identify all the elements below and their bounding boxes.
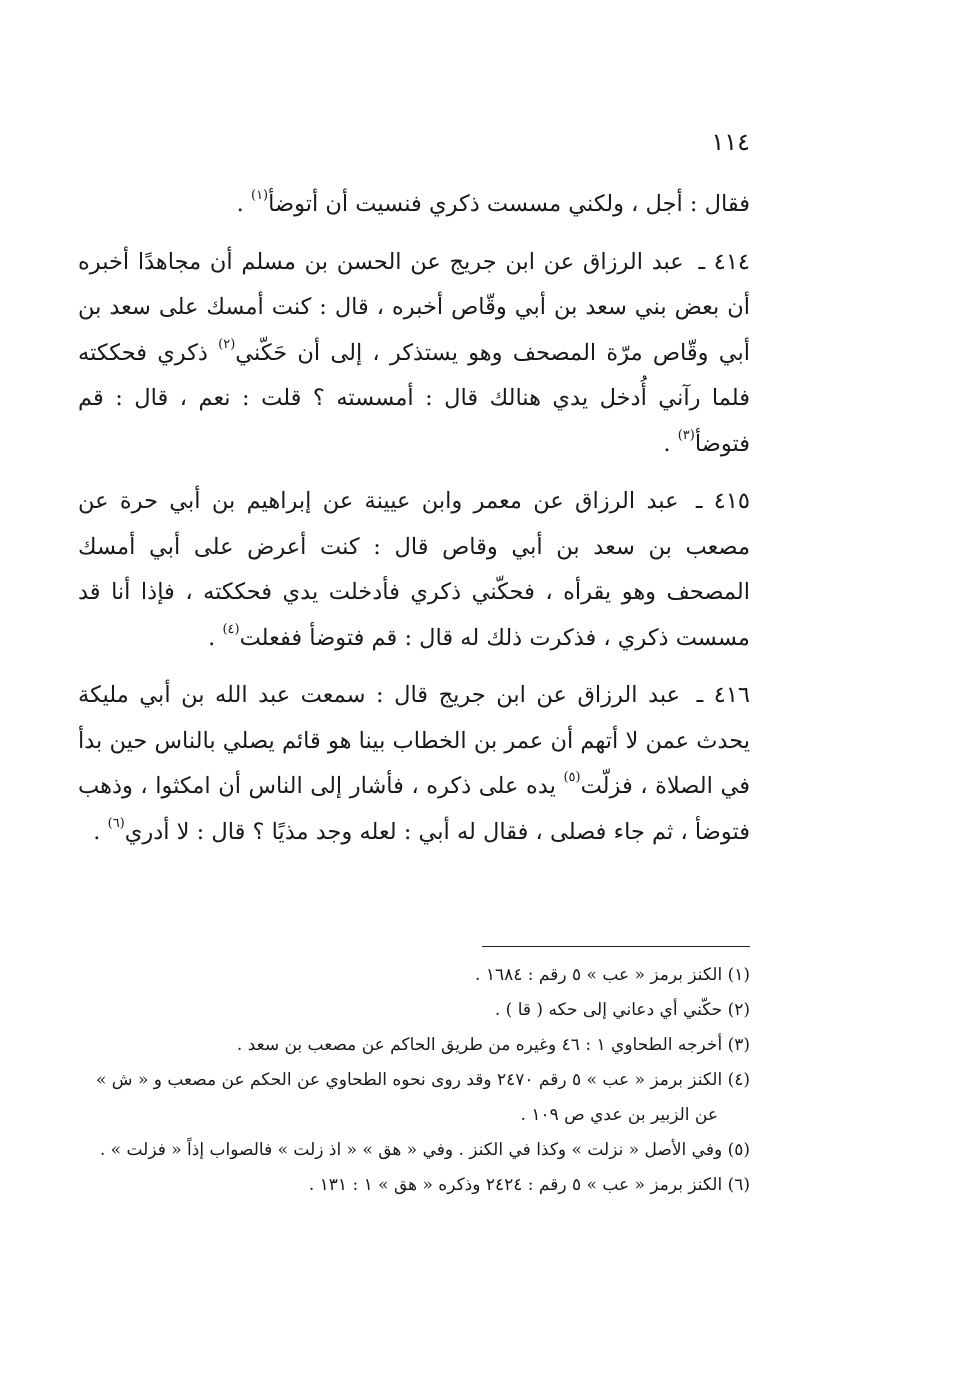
footnote-3: (٣) أخرجه الطحاوي ١ : ٤٦ وغيره من طريق الحاكم عن مصعب بن سعد . (236, 1035, 750, 1055)
page-number: ١١٤ (711, 128, 750, 156)
footnote-marker: (٢) (218, 336, 236, 352)
paragraph-text: عبد الرزاق عن ابن جريج قال : سمعت عبد الله بن أبي مليكة يحدث عمن لا أتهم أن عمر بن الخطاب بينا هو قائم يصلي بالناس حين بدأ في الصلاة ، فزلّت (78, 682, 750, 799)
main-text (78, 182, 750, 855)
footnote-divider (482, 946, 750, 947)
paragraph-text: عبد الرزاق عن ابن جريج عن الحسن بن مسلم أن مجاهدًا أخبره أن بعض بني سعد بن أبي وقّاص أخبره ، قال : كنت أمسك على سعد بن أبي وقّاص مرّة المصحف وهو يستذكر ، إلى أن حَكّني (78, 248, 750, 366)
footnote-marker: (١) (250, 188, 269, 203)
footnote-marker: (٤) (222, 621, 240, 637)
footnote-marker: (٥) (563, 770, 581, 785)
paragraph-text-cont: ذكري فحككته فلما رآني أُدخل يدي هنالك قال : أمسسته ؟ قلت : نعم ، قال : قم فتوضأ (78, 339, 750, 457)
hadith-416 (78, 673, 750, 855)
paragraph-text: عبد الرزاق عن معمر وابن عيينة عن إبراهيم بن أبي حرة عن مصعب بن سعد بن أبي وقاص قال : كنت أعرض على أبي أمسك المصحف وهو يقرأه ، فحكّني ذكري فأدخلت يدي فحككته ، فإذا أنا قد مسست ذكري ، فذكرت ذلك له قال : قم فتوضأ ففعلت (78, 488, 750, 651)
paragraph-text-end: . (236, 191, 251, 217)
footnote-4: (٤) الكنز برمز « عب » ٥ رقم ٢٤٧٠ وقد روى نحوه الطحاوي عن الحكم عن مصعب و « ش » عن الزبير بن عدي ص ١٠٩ . (95, 1070, 750, 1125)
footnote-6: (٦) الكنز برمز « عب » ٥ رقم : ٢٤٢٤ وذكره « هق » ١ : ١٣١ . (308, 1175, 750, 1195)
paragraph-text-cont: يده على ذكره ، فأشار إلى الناس أن امكثوا ، وذهب فتوضأ ، ثم جاء فصلى ، فقال له أبي : لعله وجد مذيًا ؟ قال : لا أدري (78, 773, 750, 845)
footnote-marker: (٣) (677, 427, 695, 443)
footnote-2: (٢) حكّني أي دعاني إلى حكه ( قا ) . (494, 1000, 750, 1020)
paragraph-text: فقال : أجل ، ولكني مسست ذكري فنسيت أن أتوضأ (268, 191, 750, 217)
paragraph-text-end: . (93, 818, 108, 845)
paragraph-text-end: . (663, 430, 678, 457)
hadith-number: ٤١٤ ـ (698, 248, 750, 275)
footnote-marker: (٦) (107, 815, 125, 831)
hadith-415 (78, 479, 750, 661)
footnote-5: (٥) وفي الأصل « نزلت » وكذا في الكنز . وفي « هق » « اذ زلت » فالصواب إذاً « فزلت » . (99, 1140, 750, 1160)
paragraph-text-end: . (208, 624, 223, 651)
hadith-number: ٤١٥ ـ (695, 488, 750, 514)
paragraph-continuation (78, 182, 750, 228)
hadith-414 (78, 240, 750, 468)
hadith-number: ٤١٦ ـ (696, 682, 751, 708)
footnotes (78, 958, 750, 1203)
footnote-1: (١) الكنز برمز « عب » ٥ رقم : ١٦٨٤ . (475, 965, 750, 985)
